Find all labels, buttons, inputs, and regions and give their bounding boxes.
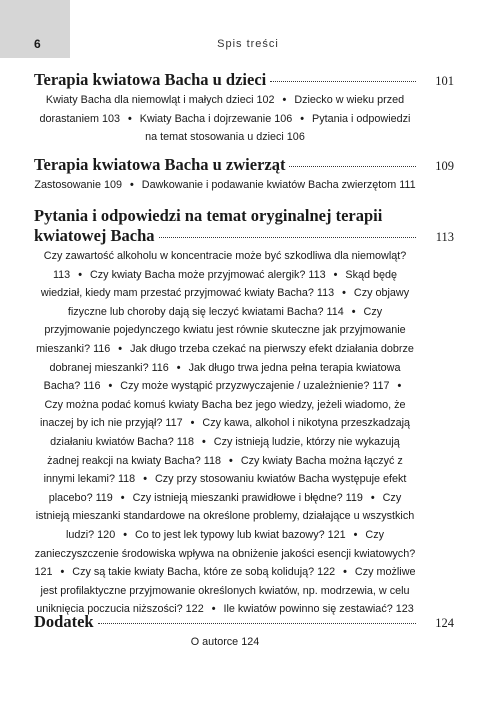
toc-entry[interactable]: Czy zawartość alkoholu w koncentracie może być szkodliwa dla niemowląt? 113	[43, 250, 407, 281]
toc-entry[interactable]: Czy kawa, alkohol i nikotyna przeszkadzają działaniu kwiatów Bacha? 118	[50, 417, 411, 448]
bullet-separator: •	[143, 473, 147, 486]
bullet-separator: •	[211, 603, 216, 616]
bullet-separator: •	[370, 491, 375, 504]
toc-entry[interactable]: Jak długo trzeba czekać na pierwszy efekt działania dobrze dobranej mieszanki? 116	[49, 342, 414, 374]
toc-entry[interactable]: Kwiaty Bacha i dojrzewanie 106	[139, 112, 293, 125]
toc-entry[interactable]: Ile kwiatów powinno się zestawiać? 123	[223, 603, 414, 616]
running-head: Spis treści	[217, 38, 279, 50]
toc-entry[interactable]: Dziecko w wieku przed dorastaniem 103	[39, 94, 405, 125]
bullet-separator: •	[129, 179, 134, 191]
toc-section-page: 101	[435, 74, 454, 88]
bullet-separator: •	[78, 268, 82, 281]
toc-section-title-row[interactable]	[34, 226, 454, 247]
bullet-separator: •	[108, 380, 113, 393]
toc-entry[interactable]: Czy przyjmowanie pojedynczego kwiatu jest równie skuteczne jak przyjmowanie mieszanki? 116	[36, 305, 406, 355]
bullet-separator: •	[353, 528, 358, 541]
dot-leader	[289, 166, 416, 167]
toc-section-title: Terapia kwiatowa Bacha u zwierząt	[34, 155, 286, 174]
toc-section-title-row[interactable]	[34, 155, 454, 176]
dot-leader	[98, 623, 416, 624]
bullet-separator: •	[351, 305, 356, 318]
toc-entries	[34, 633, 416, 652]
toc-section-qa	[34, 206, 454, 619]
bullet-separator: •	[397, 380, 402, 393]
bullet-separator: •	[229, 454, 233, 467]
dot-leader	[270, 81, 416, 82]
bullet-separator: •	[190, 417, 195, 430]
toc-section-title-row[interactable]	[34, 70, 454, 91]
toc-entry[interactable]: Zastosowanie 109	[34, 179, 122, 191]
bullet-separator: •	[176, 361, 181, 374]
toc-section-title-row[interactable]	[34, 612, 454, 633]
bullet-separator: •	[60, 566, 65, 579]
toc-section-page: 109	[435, 159, 454, 173]
toc-entry[interactable]: Jak długo trwa jedna pełna terapia kwiatowa Bacha? 116	[43, 361, 401, 393]
toc-entry[interactable]: Czy objawy fizyczne lub choroby dają się leczyć kwiatami Bacha? 114	[67, 287, 410, 318]
toc-entry[interactable]: O autorce 124	[190, 636, 260, 648]
page-number: 6	[34, 37, 41, 51]
toc-entry[interactable]: Czy są takie kwiaty Bacha, które ze sobą kolidują? 122	[72, 566, 336, 579]
bullet-separator: •	[343, 566, 347, 579]
toc-section-title-line2: kwiatowej Bacha	[34, 226, 155, 245]
toc-entry[interactable]: Czy istnieją mieszanki prawidłowe i błędne? 119	[132, 491, 363, 504]
toc-entry[interactable]: Co to jest lek typowy lub kwiat bazowy? 121	[134, 528, 346, 541]
toc-section-page: 113	[435, 230, 454, 244]
toc-entry[interactable]: Czy kwiaty Bacha można łączyć z innymi lekami? 118	[43, 454, 403, 486]
bullet-separator: •	[120, 491, 125, 504]
toc-section-page: 124	[435, 616, 454, 630]
bullet-separator: •	[202, 435, 206, 448]
toc-entries	[34, 176, 416, 195]
toc-entry[interactable]: Czy możliwe jest profilaktyczne przyjmowanie określonych kwiatów, np. modrzewia, w celu uniknięcia poczucia niższości? 122	[36, 566, 416, 616]
toc-entry[interactable]: Czy można podać komuś kwiaty Bacha bez jego wiedzy, jeżeli wiadomo, że inaczej by ich nie przyjął? 117	[39, 398, 406, 430]
toc-section-children	[34, 70, 454, 147]
bullet-separator: •	[127, 112, 132, 125]
dot-leader	[159, 237, 416, 238]
toc-entry[interactable]: Czy istnieją ludzie, którzy nie wykazują żadnej reakcji na kwiaty Bacha? 118	[47, 435, 400, 467]
toc-entries	[34, 91, 416, 147]
toc-entry[interactable]: Czy może wystąpić przyzwyczajenie / uzależnienie? 117	[120, 380, 390, 393]
bullet-separator: •	[282, 94, 287, 106]
toc-entry[interactable]: Kwiaty Bacha dla niemowląt i małych dzieci 102	[45, 94, 275, 106]
toc-entry[interactable]: Czy kwiaty Bacha może przyjmować alergik? 113	[89, 268, 326, 281]
bullet-separator: •	[342, 287, 346, 300]
toc-section-title: Terapia kwiatowa Bacha u dzieci	[34, 70, 267, 89]
toc-section-appendix	[34, 612, 454, 652]
toc-section-animals	[34, 155, 454, 195]
bullet-separator: •	[123, 528, 127, 541]
bullet-separator: •	[300, 112, 304, 125]
toc-entry[interactable]: Czy istnieją mieszanki standardowe na określone problemy, działające u wszystkich ludzi? 120	[35, 491, 415, 541]
toc-entry[interactable]: Pytania i odpowiedzi na temat stosowania u dzieci 106	[145, 112, 411, 144]
toc-entry[interactable]: Dawkowanie i podawanie kwiatów Bacha zwierzętom 111	[141, 179, 416, 191]
bullet-separator: •	[118, 342, 123, 355]
toc-entry[interactable]: Czy zanieczyszczenie środowiska wpływa na obniżenie jakości esencji kwiatowych? 121	[34, 528, 416, 579]
toc-entry[interactable]: Czy przy stosowaniu kwiatów Bacha występuje efekt placebo? 119	[48, 473, 407, 504]
bullet-separator: •	[333, 268, 338, 281]
toc-entry[interactable]: Skąd będę wiedział, kiedy mam przestać przyjmować kwiaty Bacha? 113	[40, 268, 398, 300]
toc-section-title: Dodatek	[34, 612, 94, 631]
toc-section-title-line1[interactable]: Pytania i odpowiedzi na temat oryginalnej terapii	[34, 206, 383, 225]
toc-entries	[34, 247, 416, 619]
